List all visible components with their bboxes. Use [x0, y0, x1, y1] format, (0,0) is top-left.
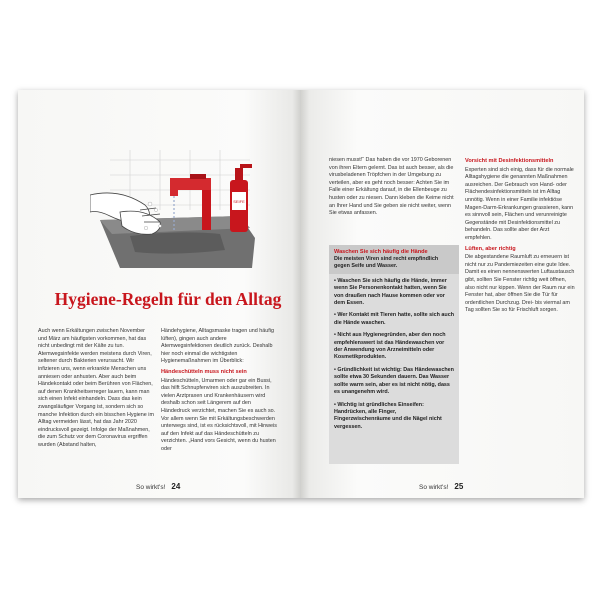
list-item: • Wer Kontakt mit Tieren hatte, sollte sich auch die Hände waschen. [334, 312, 455, 326]
continuation-paragraph: niesen musst!“ Das haben die vor 1970 Geborenen von ihren Eltern gelernt. Das ist auch besser, als die virusbeladenen Tröpfchen in der Umgebung zu verteilen, aber es geht noch besser: Achten Sie im Falle einer Erkältung darauf, in die Ellenbeuge zu husten oder zu niesen. Dann kleben die Keime nicht an Ihrer Hand und Sie geben sie nicht weiter, wenn Sie etwas anfassen. [329, 157, 454, 217]
left-column-1 [38, 328, 154, 453]
right-page [301, 90, 584, 498]
right-footer [419, 482, 463, 491]
page-number: 24 [171, 482, 181, 491]
handwashing-info-box [329, 245, 459, 464]
section-heading: Vorsicht mit Desinfektionsmitteln [465, 158, 554, 164]
footer-label: So wirkt's! [419, 484, 449, 491]
left-footer [136, 482, 180, 491]
left-column-2 [161, 328, 279, 457]
list-item: • Wichtig ist gründliches Einseifen: Handrücken, alle Finger, Fingerzwischenräume und die Nägel nicht vergessen. [334, 401, 442, 430]
list-item: • Waschen Sie sich häufig die Hände, immer wenn Sie Personenkontakt hatten, wenn Sie von draußen nach Hause kommen oder vor dem Essen. [334, 277, 447, 307]
intro-paragraph: Auch wenn Erkältungen zwischen November und März am häufigsten vorkommen, hat das nicht unbedingt mit der Kälte zu tun. Atemwegsinfekte werden meistens durch Viren, seltener durch Bakterien verursacht. Wir infizieren uns, wenn erkrankte Menschen uns anniesen oder anhusten. Aber auch beim Händekontakt oder beim Berühren von Flächen, auf denen Krankheitserreger lauern, kann man sich einen Infekt einhandeln. Dass das kein zwangsläufiger Vorgang ist, sondern sich so manche Infektion durch ein bisschen Hygiene im Alltag vermeiden lässt, hat das Jahr 2020 eindrucksvoll gezeigt. Infolge der Maßnahmen, die zum Schutz vor dem Coronavirus ergriffen wurden (Abstand halten, [38, 328, 154, 448]
page-title: Hygiene-Regeln für den Alltag [54, 289, 282, 309]
section-heading: Händeschütteln muss nicht sein [161, 368, 247, 375]
info-box-list [329, 274, 459, 431]
info-box-title: Waschen Sie sich häufig die Hände [334, 249, 428, 255]
bottle-label: SEIFE [233, 199, 245, 204]
section-text: Die abgestandene Raumluft zu erneuern ist nicht nur zu Pandemiezeiten eine gute Idee. Damit es einen nennenswerten Luftaustausch gibt, sollten Sie Fenster richtig weit öffnen, also nicht nur kippen. Wenn der Raum nur ein Fenster hat, aber öffnen Sie die Tür für ordentlichen Durchzug. Drei- bis viermal am Tag sollten Sie so für Frischluft sorgen. [465, 254, 575, 314]
footer-label: So wirkt's! [136, 484, 166, 491]
list-item: • Nicht aus Hygienegründen, aber den noch empfehlenswert ist das Händewaschen vor der Anwendung von Arzneimitteln oder Kosmetikprodukten. [334, 332, 446, 361]
magazine-spread [18, 90, 584, 498]
info-box-header [329, 245, 459, 274]
left-page [18, 90, 301, 498]
right-column-2 [465, 157, 575, 318]
right-column-1 [329, 157, 459, 221]
section-text: Experten sind sich einig, dass für die normale Alltagshygiene die genannten Maßnahmen ausreichen. Der Gebrauch von Hand- oder Flächendesinfektionsmitteln ist im Alltag unnötig. Wenn in einer Familie infektiöse Magen-Darm-Erkrankungen grassieren, kann es sinnvoll sein, Flächen und verunreinigte Gegenstände mit Desinfektionsmittel zu behandeln. Das sollte aber der Arzt empfehlen. [465, 166, 574, 241]
info-box-intro: Die meisten Viren sind recht empfindlich gegen Seife und Wasser. [334, 256, 439, 270]
page-number: 25 [454, 482, 464, 491]
list-item: • Gründlichkeit ist wichtig: Das Händewaschen sollte etwa 30 Sekunden dauern. Das Wasser sollte warm sein, aber es ist nicht nötig, dass es unangenehm wird. [334, 366, 454, 396]
intro-continuation: Händehygiene, Alltagsmaske tragen und häufig lüften), gingen auch andere Atemwegsinfektionen deutlich zurück. Deshalb hier noch einmal die wichtigsten Hygienemaßnahmen im Überblick: [161, 328, 274, 365]
section-text: Händeschütteln, Umarmen oder gar ein Bussi, das hilft Schnupfenviren sich auszubreiten. In vielen Arztpraxen und Krankenhäusern wird deshalb schon seit Längerem auf den Händedruck verzichtet, machen Sie es auch so. Vor allem wenn Sie mit Erkältungsbeschwerden unterwegs sind, ist es rücksichtsvoll, mit Hinweis auf den Infekt auf das Händeschütteln zu verzichten. „Hand vors Gesicht, wenn du husten oder [161, 377, 277, 452]
handwashing-sink-illustration-icon [90, 150, 258, 268]
section-heading: Lüften, aber richtig [465, 245, 516, 252]
